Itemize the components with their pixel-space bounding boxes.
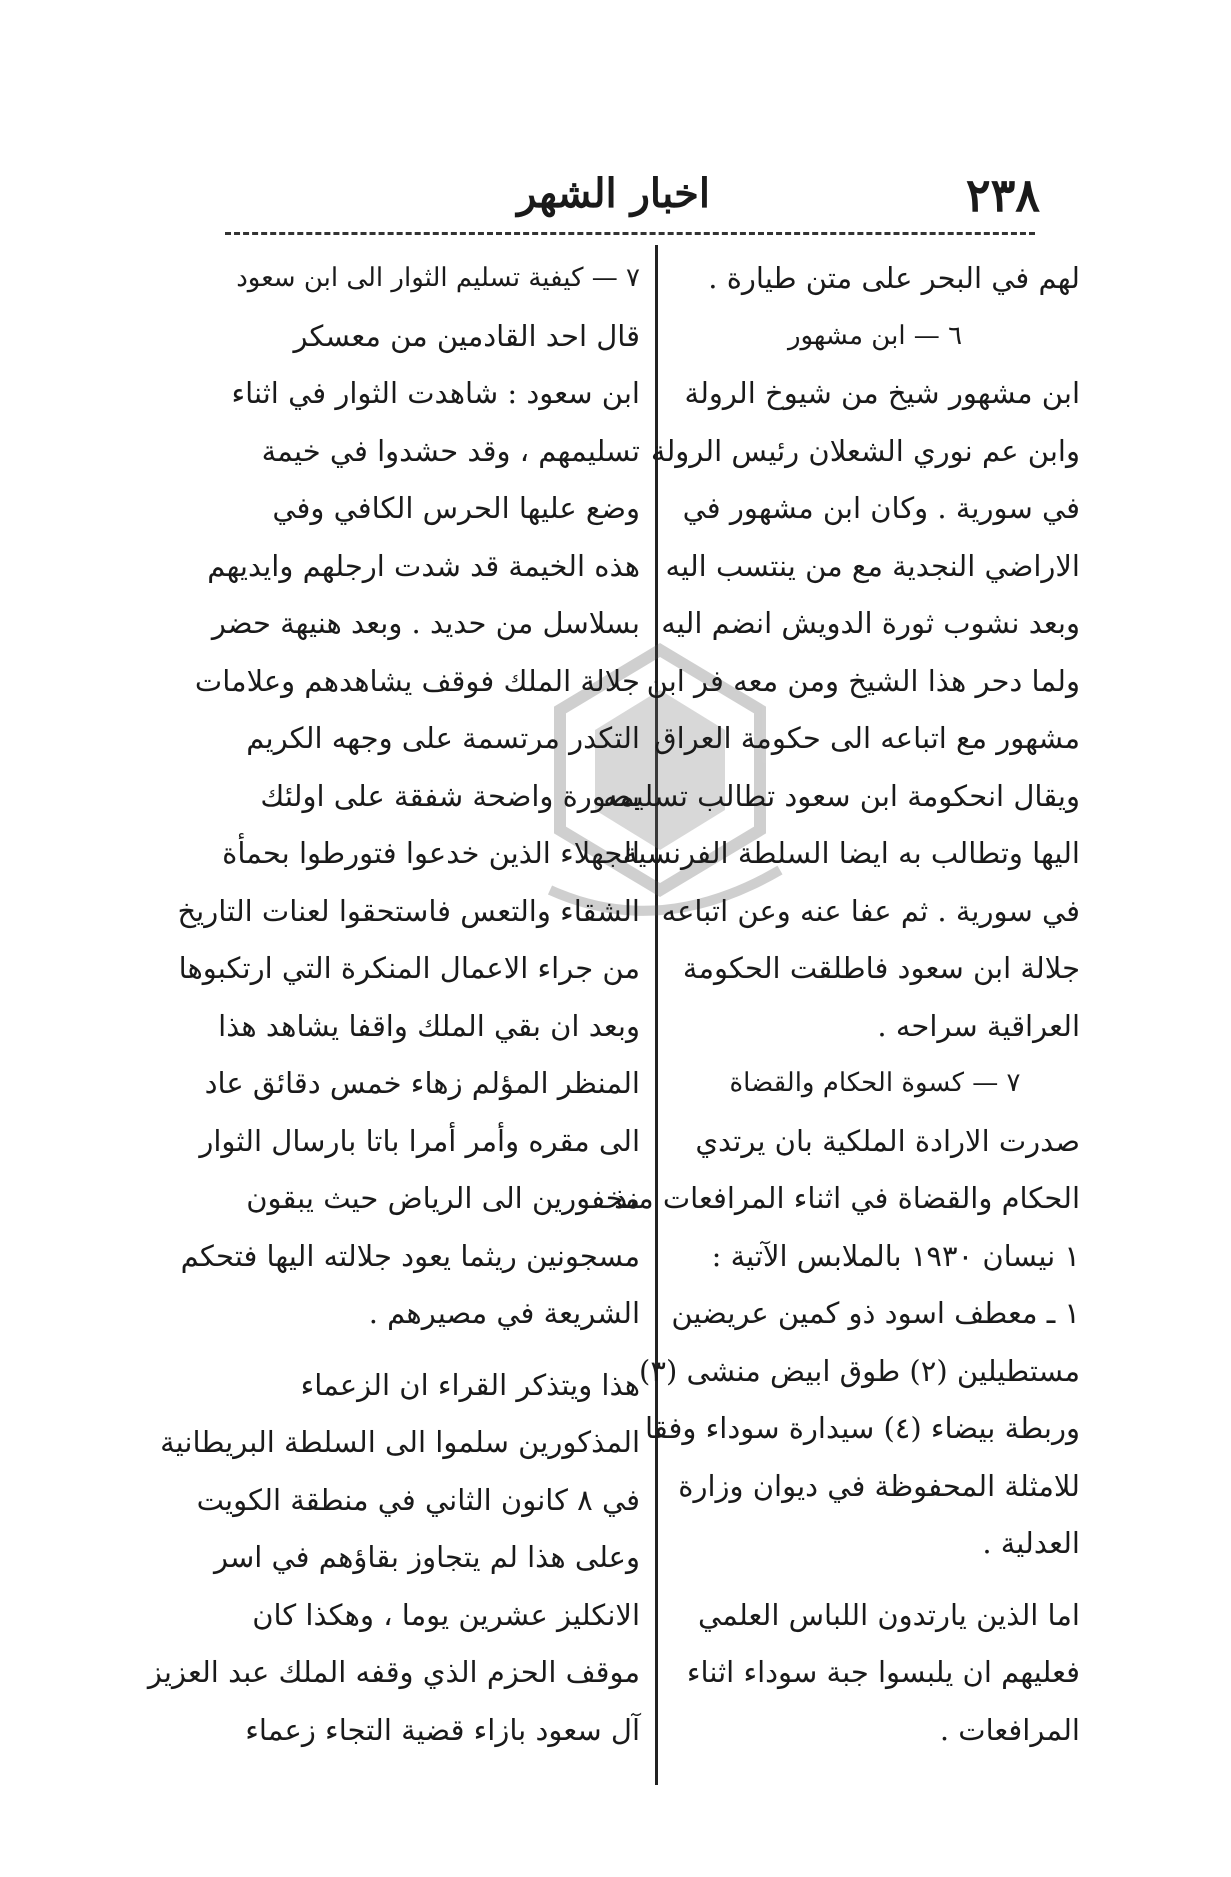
header-rule — [225, 232, 1035, 235]
text-line: مستطيلين (٢) طوق ابيض منشى (٣) — [639, 1353, 1080, 1388]
text-line: قال احد القادمين من معسكر — [293, 318, 640, 353]
text-line: من جراء الاعمال المنكرة التي ارتكبوها — [178, 951, 640, 985]
text-line: وبعد ان بقي الملك واقفا يشاهد هذا — [218, 1008, 640, 1043]
text-line: في ٨ كانون الثاني في منطقة الكويت — [196, 1482, 640, 1517]
text-line: التكدر مرتسمة على وجهه الكريم — [246, 721, 640, 755]
text-line: مشهور مع اتباعه الى حكومة العراق — [654, 721, 1080, 755]
running-title: اخبار الشهر — [517, 170, 710, 217]
text-line: صدرت الارادة الملكية بان يرتدي — [695, 1123, 1080, 1158]
text-line: ١ نيسان ١٩٣٠ بالملابس الآتية : — [711, 1238, 1080, 1273]
text-line: ابن سعود : شاهدت الثوار في اثناء — [231, 376, 640, 410]
text-line: جلالة الملك فوقف يشاهدهم وعلامات — [194, 663, 640, 698]
text-line: للامثلة المحفوظة في ديوان وزارة — [678, 1468, 1080, 1503]
section-ibn-mashhour — [603, 365, 1080, 1055]
text-line: الاراضي النجدية مع من ينتسب اليه — [665, 548, 1080, 583]
text-line: الى مقره وأمر أمرا باتا بارسال الثوار — [199, 1123, 640, 1158]
text-line: موقف الحزم الذي وقفه الملك عبد العزيز — [147, 1655, 640, 1689]
section-heading-judges-attire: ٧ — كسوة الحكام والقضاة — [729, 1068, 1021, 1098]
opening-line: لهم في البحر على متن طيارة . — [708, 261, 1080, 295]
text-line: مخفورين الى الرياض حيث يبقون — [246, 1181, 640, 1215]
text-line: وبعد نشوب ثورة الدويش انضم اليه — [661, 606, 1080, 640]
text-line: ولما دحر هذا الشيخ ومن معه فر ابن — [646, 663, 1080, 698]
page-header — [220, 160, 1040, 230]
text-line: مسجونين ريثما يعود جلالته اليها فتحكم — [180, 1238, 640, 1273]
text-line: جلالة ابن سعود فاطلقت الحكومة — [682, 951, 1080, 985]
text-line: الانكليز عشرين يوما ، وهكذا كان — [252, 1597, 640, 1632]
text-line: في سورية . ثم عفا عنه وعن اتباعه — [661, 893, 1080, 928]
right-column — [603, 250, 1080, 1759]
text-line: المرافعات . — [939, 1712, 1080, 1747]
text-line: بصورة واضحة شفقة على اولئك — [260, 778, 640, 813]
text-line: اما الذين يارتدون اللباس العلمي — [698, 1597, 1080, 1632]
section-heading-ibn-mashhour: ٦ — ابن مشهور — [787, 320, 963, 351]
text-line: وربطة بيضاء (٤) سيدارة سوداء وفقا — [645, 1411, 1080, 1445]
text-line: وعلى هذا لم يتجاوز بقاؤهم في اسر — [213, 1540, 640, 1574]
paragraph-gap — [670, 1573, 1080, 1587]
section-rebels-handover — [147, 308, 640, 1760]
text-line: في سورية . وكان ابن مشهور في — [682, 491, 1080, 525]
text-line: تسليمهم ، وقد حشدوا في خيمة — [261, 433, 640, 468]
paragraph-gap — [235, 1343, 640, 1357]
section-judges-attire — [614, 1113, 1080, 1760]
text-line: وضع عليها الحرس الكافي وفي — [272, 491, 640, 525]
text-line: اليها وتطالب به ايضا السلطة الفرنسية — [622, 836, 1080, 870]
text-line: الشقاء والتعس فاستحقوا لعنات التاريخ — [177, 893, 640, 928]
text-line: المذكورين سلموا الى السلطة البريطانية — [160, 1425, 640, 1459]
text-line: العدلية . — [982, 1526, 1080, 1560]
text-line: العراقية سراحه . — [877, 1008, 1080, 1043]
text-line: آل سعود بازاء قضية التجاء زعماء — [245, 1712, 640, 1747]
text-line: وابن عم نوري الشعلان رئيس الرولة — [650, 433, 1080, 468]
page-number: ٢٣٨ — [965, 168, 1040, 222]
left-column — [147, 250, 640, 1759]
text-line: ابن مشهور شيخ من شيوخ الرولة — [684, 376, 1080, 410]
text-line: المنظر المؤلم زهاء خمس دقائق عاد — [204, 1066, 640, 1100]
text-line: هذا ويتذكر القراء ان الزعماء — [300, 1367, 640, 1402]
text-line: بسلاسل من حديد . وبعد هنيهة حضر — [211, 606, 640, 640]
text-line: الشريعة في مصيرهم . — [368, 1296, 640, 1330]
text-line: الجهلاء الذين خدعوا فتورطوا بحمأة — [222, 836, 640, 870]
text-line: ويقال انحكومة ابن سعود تطالب تسليمه — [603, 778, 1080, 813]
text-line: فعليهم ان يلبسوا جبة سوداء اثناء — [686, 1655, 1080, 1689]
text-line: هذه الخيمة قد شدت ارجلهم وايديهم — [207, 548, 640, 583]
text-line: ١ ـ معطف اسود ذو كمين عريضين — [671, 1296, 1080, 1330]
text-line: الحكام والقضاة في اثناء المرافعات منذ — [614, 1181, 1080, 1215]
section-heading-rebels-handover: ٧ — كيفية تسليم الثوار الى ابن سعود — [236, 263, 640, 293]
